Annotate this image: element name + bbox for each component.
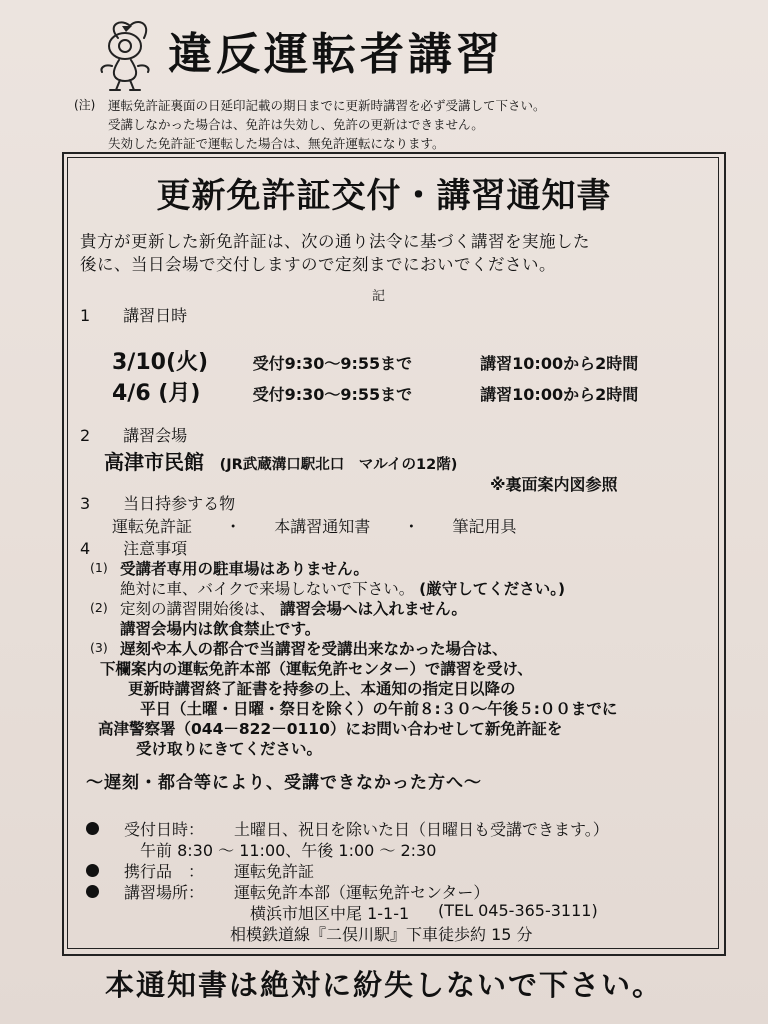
note-label: (注) (74, 98, 96, 112)
venue (104, 446, 457, 475)
schedule-row (112, 345, 638, 376)
section-number: 3 (80, 494, 91, 513)
section-number: 4 (80, 539, 91, 558)
list-item: 本講習通知書 (274, 517, 371, 536)
reception-label: 受付日時： (124, 820, 205, 839)
precaution-text-part: (厳守してください。) (419, 580, 566, 598)
precaution-text: 下欄案内の運転免許本部（運転免許センター）で講習を受け、 (100, 660, 533, 678)
section-number: 2 (80, 426, 91, 445)
list-item: 運転免許証 (112, 517, 193, 536)
bullet-icon (86, 864, 99, 877)
items-list (112, 514, 544, 537)
venue-access: (JR武蔵溝口駅北口 マルイの12階) (219, 457, 458, 473)
section-heading-venue (80, 423, 187, 446)
precaution-text-part: 定刻の講習開始後は、 (120, 600, 276, 618)
precaution-number: (2) (90, 600, 108, 615)
note-line: 失効した免許証で運転した場合は、無免許運転になります。 (108, 136, 445, 151)
late-heading: ～遅刻・都合等により、受講できなかった方へ～ (86, 773, 482, 793)
precaution-text (120, 597, 467, 619)
schedule-reception: 受付9:30～9:55まで (252, 385, 413, 404)
place-value: 運転免許本部（運転免許センター） (234, 883, 490, 902)
schedule-row (112, 376, 638, 407)
mascot-icon (92, 16, 158, 92)
note-line: 運転免許証裏面の日延印記載の期日までに更新時講習を必ず受講して下さい。 (108, 98, 546, 113)
schedule-lecture: 講習10:00から2時間 (480, 385, 639, 404)
station-access: 相模鉄道線『二俣川駅』下車徒歩約 15 分 (230, 925, 533, 944)
schedule-date: 4/6 (月) (112, 381, 201, 406)
reception-value: 土曜日、祝日を除いた日（日曜日も受講できます。） (234, 820, 609, 839)
precaution-text: 受け取りにきてください。 (136, 740, 323, 758)
precaution-text: 講習会場内は飲食禁止です。 (120, 620, 321, 638)
notice-title: 更新免許証交付・講習通知書 (156, 176, 612, 216)
section-label: 注意事項 (123, 539, 188, 558)
reception-hours: 午前 8:30 ～ 11:00、午後 1:00 ～ 2:30 (140, 841, 437, 860)
section-heading-items (80, 491, 235, 514)
place-label: 講習場所： (124, 883, 205, 902)
precaution-text: 更新時講習終了証書を持参の上、本通知の指定日以降の (128, 680, 516, 698)
precaution-number: (1) (90, 560, 108, 575)
bullet-icon (86, 822, 99, 835)
schedule-date: 3/10(火) (112, 350, 209, 375)
section-label: 講習会場 (123, 426, 188, 445)
intro-text: 後に、当日会場で交付しますので定刻までにおいでください。 (80, 255, 556, 274)
note-line: 受講しなかった場合は、免許は失効し、免許の更新はできません。 (108, 117, 484, 132)
bring-label: 携行品 ： (124, 862, 205, 881)
precaution-text-part: 講習会場へは入れません。 (279, 600, 467, 618)
schedule-lecture: 講習10:00から2時間 (480, 354, 639, 373)
separator: ・ (225, 517, 242, 536)
page-title: 違反運転者講習 (168, 29, 504, 80)
venue-name: 高津市民館 (104, 450, 204, 474)
ki-mark: 記 (372, 289, 386, 304)
precaution-text: 受講者専用の駐車場はありません。 (120, 560, 369, 578)
precaution-text: 遅刻や本人の都合で当講習を受講出来なかった場合は、 (120, 640, 508, 658)
section-number: 1 (80, 306, 91, 325)
map-reference: ※裏面案内図参照 (490, 475, 618, 494)
footer-warning: 本通知書は絶対に紛失しないで下さい。 (104, 968, 663, 1002)
section-label: 当日持参する物 (123, 494, 236, 513)
intro-text: 貴方が更新した新免許証は、次の通り法令に基づく講習を実施した (80, 232, 590, 251)
precaution-number: (3) (90, 640, 108, 655)
address: 横浜市旭区中尾 1-1-1 (250, 904, 410, 923)
precaution-text: 高津警察署（044－822－0110）にお問い合わせして新免許証を (98, 720, 563, 738)
separator: ・ (403, 517, 420, 536)
section-heading-datetime (80, 303, 187, 326)
precaution-text: 平日（土曜・日曜・祭日を除く）の午前８:３０～午後５:００までに (140, 700, 618, 718)
precaution-text-part: 絶対に車、バイクで来場しないで下さい。 (120, 580, 415, 598)
section-label: 講習日時 (123, 306, 188, 325)
bullet-icon (86, 885, 99, 898)
bring-value: 運転免許証 (234, 862, 315, 881)
phone-number: (TEL 045-365-3111) (438, 901, 598, 920)
schedule-reception: 受付9:30～9:55まで (252, 354, 413, 373)
precaution-text (120, 577, 565, 599)
list-item: 筆記用具 (452, 517, 517, 536)
section-heading-precautions (80, 536, 187, 559)
